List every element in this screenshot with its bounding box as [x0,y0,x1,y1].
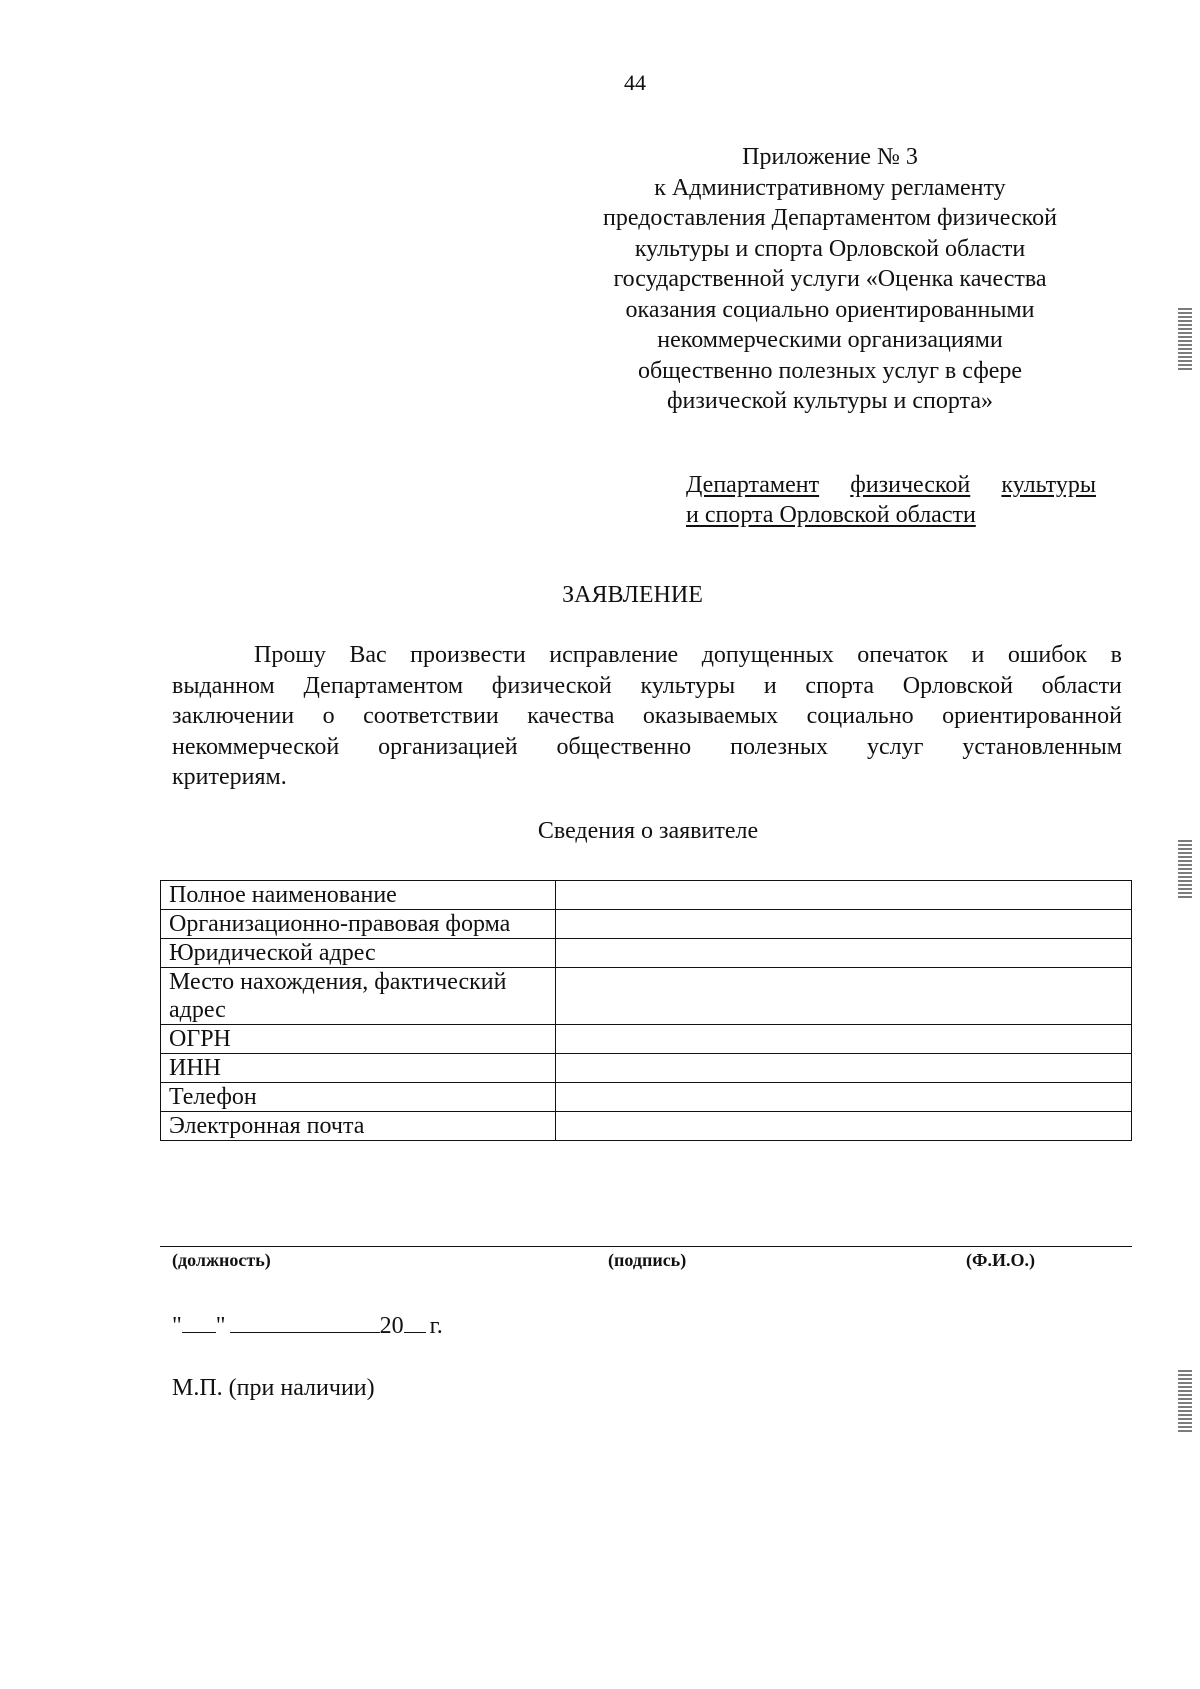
document-title: ЗАЯВЛЕНИЕ [562,582,703,608]
appendix-line: Приложение № 3 [742,144,918,170]
field-value[interactable] [556,968,1132,1025]
table-row [161,1112,1132,1141]
appendix-line: государственной услуги «Оценка качества [613,266,1047,292]
word: опечаток [857,642,949,668]
request-line-2 [172,671,1122,702]
request-line-5: критериям. [172,764,287,790]
word: общественно [556,733,692,760]
field-label: ИНН [161,1054,556,1083]
year-prefix: 20 [379,1313,404,1339]
field-label: Организационно-правовая форма [161,910,556,939]
table-row [161,1054,1132,1083]
word: о [322,703,335,729]
position-caption: (должность) [172,1250,271,1270]
signature-line[interactable] [160,1246,1132,1247]
request-line-3 [172,701,1122,732]
word: ошибок [1007,642,1088,668]
word: Прошу [254,642,326,668]
word: оказываемых [642,703,779,729]
appendix-line: оказания социально ориентированными [625,296,1035,323]
date-open-quote: " [172,1313,182,1339]
addressee-line-2: и спорта Орловской области [686,502,976,528]
word: выданном [172,672,275,699]
appendix-line: некоммерческими организациями [657,327,1003,353]
word: исправление [549,642,679,668]
table-row [161,881,1132,910]
word: произвести [410,642,526,668]
word: полезных [730,733,829,760]
addressee-block [686,470,1096,530]
field-value[interactable] [556,1025,1132,1054]
applicant-info-table [160,880,1132,1141]
scan-artifact [1178,1370,1192,1432]
word: заключении [172,703,295,729]
field-label: Электронная почта [161,1112,556,1141]
field-value[interactable] [556,1054,1132,1083]
table-row [161,939,1132,968]
section-title: Сведения о заявителе [537,818,759,844]
scan-artifact [1178,308,1192,370]
word: и [763,672,777,699]
page-number: 44 [624,70,646,95]
signature-caption: (подпись) [608,1250,687,1270]
request-text [172,640,1122,793]
year-blank[interactable] [404,1310,426,1333]
field-value[interactable] [556,939,1132,968]
word: соответствии [363,703,499,729]
word: Департаментом [303,672,464,699]
request-line-1 [172,640,1122,671]
scan-artifact [1178,840,1192,900]
appendix-line: общественно полезных услуг в сфере [637,357,1023,384]
addressee-word: физической [850,472,971,498]
word: услуг [866,733,924,760]
table-row [161,1025,1132,1054]
field-value[interactable] [556,881,1132,910]
word: и [971,642,985,668]
table-row [161,910,1132,939]
word: в [1110,642,1122,668]
field-label: Полное наименование [161,881,556,910]
word: социально [806,703,914,729]
stamp-note: М.П. (при наличии) [172,1375,375,1401]
date-close-quote: " [215,1313,226,1339]
word: спорта [805,672,875,699]
word: организацией [378,733,518,760]
word: Орловской [902,672,1013,699]
word: допущенных [701,642,834,668]
field-value[interactable] [556,910,1132,939]
field-value[interactable] [556,1083,1132,1112]
word: культуры [640,672,736,699]
day-blank[interactable] [182,1310,216,1333]
word: некоммерческой [172,733,340,760]
appendix-line: к Административному регламенту [654,174,1006,201]
field-value[interactable] [556,1112,1132,1141]
word: физической [491,672,612,699]
field-label: ОГРН [161,1025,556,1054]
word: области [1041,672,1122,699]
year-suffix: г. [429,1313,443,1339]
request-line-4 [172,732,1122,763]
word: качества [527,703,615,729]
appendix-line: культуры и спорта Орловской области [634,235,1026,262]
date-field [172,1310,443,1340]
addressee-word: культуры [1001,472,1096,498]
name-caption: (Ф.И.О.) [966,1250,1035,1270]
table-row [161,1083,1132,1112]
word: Вас [349,642,387,668]
field-label: Юридической адрес [161,939,556,968]
field-label: Телефон [161,1083,556,1112]
field-label: Место нахождения, фактический адрес [161,968,556,1025]
month-blank[interactable] [230,1310,380,1333]
appendix-line: предоставления Департаментом физической [603,205,1057,231]
addressee-word: Департамент [686,472,820,498]
word: ориентированной [942,703,1122,729]
appendix-line: физической культуры и спорта» [666,388,993,414]
table-row [161,968,1132,1025]
word: установленным [962,733,1122,760]
appendix-header [580,142,1080,417]
addressee-line-1 [686,470,1096,500]
